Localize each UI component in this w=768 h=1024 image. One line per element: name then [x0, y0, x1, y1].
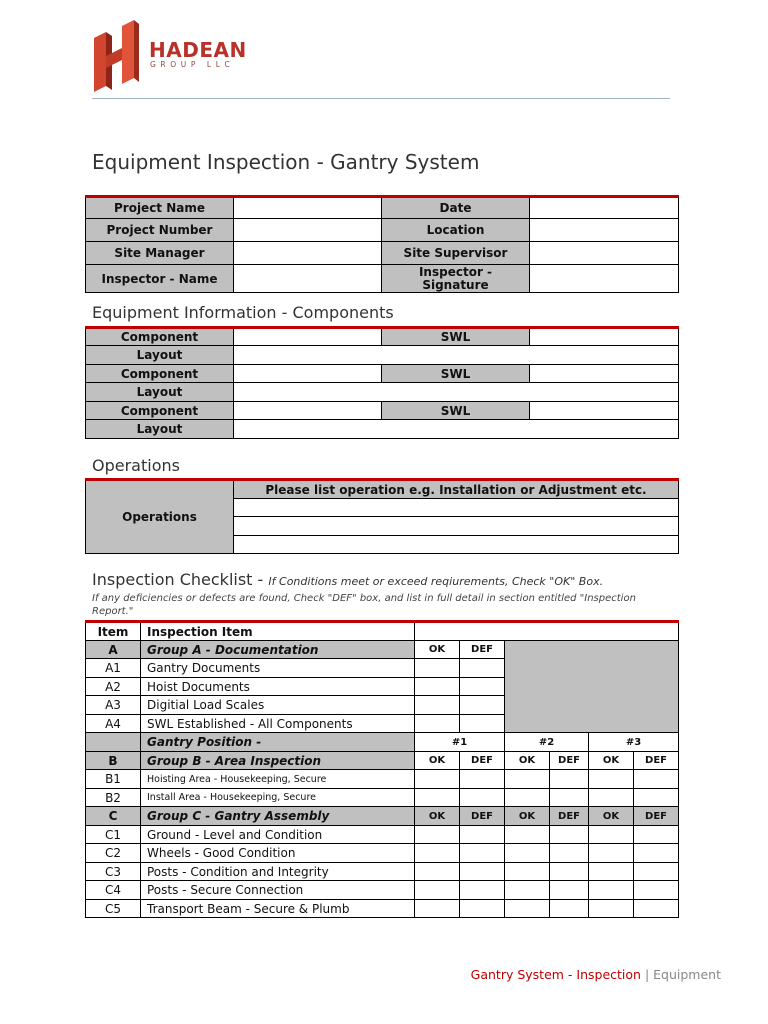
group-c-code: C: [86, 807, 141, 826]
ok-header: OK: [415, 641, 460, 659]
def-checkbox[interactable]: [634, 863, 679, 881]
inspector-name-field[interactable]: [234, 265, 382, 293]
def-checkbox[interactable]: [634, 770, 679, 789]
group-a-shaded-area: [505, 641, 679, 733]
item-label: Install Area - Housekeeping, Secure: [141, 789, 415, 807]
item-label: Gantry Documents: [141, 659, 415, 678]
ok-checkbox[interactable]: [505, 770, 550, 789]
project-info-table: [85, 195, 679, 293]
component-field[interactable]: [234, 402, 382, 420]
operation-line[interactable]: [234, 517, 679, 536]
item-label: Ground - Level and Condition: [141, 826, 415, 844]
ok-checkbox[interactable]: [505, 863, 550, 881]
ok-checkbox[interactable]: [415, 770, 460, 789]
layout-label: Layout: [86, 346, 234, 365]
operations-instruction: Please list operation e.g. Installation or Adjustment etc.: [234, 480, 679, 499]
ok-checkbox[interactable]: [589, 881, 634, 900]
ok-checkbox[interactable]: [415, 826, 460, 844]
ok-checkbox[interactable]: [415, 659, 460, 678]
company-logo: [92, 18, 252, 98]
item-label: Posts - Secure Connection: [141, 881, 415, 900]
footer-doc-title: Gantry System - Inspection: [470, 967, 641, 982]
position-3-header: #3: [589, 733, 679, 752]
ok-checkbox[interactable]: [589, 900, 634, 918]
swl-label: SWL: [382, 402, 530, 420]
def-checkbox[interactable]: [460, 659, 505, 678]
item-label: Posts - Condition and Integrity: [141, 863, 415, 881]
layout-label: Layout: [86, 420, 234, 439]
ok-checkbox[interactable]: [589, 770, 634, 789]
group-a-code: A: [86, 641, 141, 659]
hadean-h-logo-icon: [92, 18, 140, 96]
def-header: DEF: [550, 807, 589, 826]
col-header-inspection-item: Inspection Item: [141, 622, 415, 641]
ok-checkbox[interactable]: [505, 826, 550, 844]
def-checkbox[interactable]: [550, 900, 589, 918]
def-checkbox[interactable]: [634, 826, 679, 844]
checklist-note-def: If any deficiencies or defects are found, Check "DEF" box, and list in full detail in section entitled "Inspection Report.": [92, 593, 636, 617]
def-header: DEF: [460, 807, 505, 826]
ok-header: OK: [415, 807, 460, 826]
project-number-field[interactable]: [234, 219, 382, 242]
item-code: C3: [86, 863, 141, 881]
operations-table: [85, 478, 679, 554]
ok-header: OK: [589, 807, 634, 826]
component-label: Component: [86, 365, 234, 383]
def-checkbox[interactable]: [550, 863, 589, 881]
ok-checkbox[interactable]: [505, 844, 550, 863]
component-label: Component: [86, 328, 234, 346]
group-c-title: Group C - Gantry Assembly: [141, 807, 415, 826]
ok-checkbox[interactable]: [589, 844, 634, 863]
swl-field[interactable]: [530, 365, 679, 383]
def-checkbox[interactable]: [550, 789, 589, 807]
def-checkbox[interactable]: [460, 678, 505, 696]
component-label: Component: [86, 402, 234, 420]
brand-name: HADEAN: [149, 38, 247, 62]
swl-label: SWL: [382, 365, 530, 383]
date-field[interactable]: [530, 197, 679, 219]
ok-checkbox[interactable]: [415, 696, 460, 715]
gantry-position-label: Gantry Position -: [141, 733, 415, 752]
item-code: B1: [86, 770, 141, 789]
layout-field[interactable]: [234, 383, 679, 402]
label-site-supervisor: Site Supervisor: [382, 242, 530, 265]
item-label: Hoisting Area - Housekeeping, Secure: [141, 770, 415, 789]
operations-label: Operations: [86, 480, 234, 554]
component-field[interactable]: [234, 328, 382, 346]
ok-checkbox[interactable]: [415, 863, 460, 881]
equipment-heading: Equipment Information - Components: [92, 303, 394, 322]
label-site-manager: Site Manager: [86, 242, 234, 265]
checklist-note-ok: If Conditions meet or exceed reqiurements, Check "OK" Box.: [268, 575, 604, 588]
item-code: A3: [86, 696, 141, 715]
def-checkbox[interactable]: [550, 770, 589, 789]
project-name-field[interactable]: [234, 197, 382, 219]
gantry-position-code: [86, 733, 141, 752]
def-header: DEF: [460, 752, 505, 770]
group-b-title: Group B - Area Inspection: [141, 752, 415, 770]
site-manager-field[interactable]: [234, 242, 382, 265]
def-checkbox[interactable]: [460, 881, 505, 900]
item-label: Digitial Load Scales: [141, 696, 415, 715]
ok-checkbox[interactable]: [589, 863, 634, 881]
group-a-title: Group A - Documentation: [141, 641, 415, 659]
swl-field[interactable]: [530, 328, 679, 346]
swl-label: SWL: [382, 328, 530, 346]
def-checkbox[interactable]: [550, 826, 589, 844]
ok-checkbox[interactable]: [415, 900, 460, 918]
position-1-header: #1: [415, 733, 505, 752]
inspector-signature-field[interactable]: [530, 265, 679, 293]
def-checkbox[interactable]: [460, 715, 505, 733]
def-checkbox[interactable]: [634, 881, 679, 900]
label-inspector-name: Inspector - Name: [86, 265, 234, 293]
inspection-checklist-table: [85, 620, 679, 918]
component-field[interactable]: [234, 365, 382, 383]
ok-checkbox[interactable]: [505, 900, 550, 918]
page-footer: [471, 967, 721, 982]
group-b-code: B: [86, 752, 141, 770]
layout-field[interactable]: [234, 420, 679, 439]
item-code: C1: [86, 826, 141, 844]
ok-checkbox[interactable]: [415, 715, 460, 733]
def-header: DEF: [634, 752, 679, 770]
label-location: Location: [382, 219, 530, 242]
equipment-table: [85, 326, 679, 439]
footer-section: Equipment: [653, 967, 721, 982]
checklist-dash: -: [252, 570, 269, 589]
item-code: C2: [86, 844, 141, 863]
item-code: A1: [86, 659, 141, 678]
def-checkbox[interactable]: [634, 900, 679, 918]
item-label: Hoist Documents: [141, 678, 415, 696]
def-checkbox[interactable]: [460, 863, 505, 881]
ok-checkbox[interactable]: [589, 789, 634, 807]
def-checkbox[interactable]: [460, 770, 505, 789]
footer-separator: |: [640, 967, 654, 982]
ok-checkbox[interactable]: [415, 881, 460, 900]
ok-checkbox[interactable]: [415, 678, 460, 696]
item-label: Wheels - Good Condition: [141, 844, 415, 863]
label-project-name: Project Name: [86, 197, 234, 219]
brand-subtitle: GROUP LLC: [150, 60, 235, 69]
def-checkbox[interactable]: [550, 844, 589, 863]
def-checkbox[interactable]: [460, 789, 505, 807]
ok-header: OK: [415, 752, 460, 770]
ok-header: OK: [505, 807, 550, 826]
def-checkbox[interactable]: [460, 900, 505, 918]
ok-checkbox[interactable]: [505, 881, 550, 900]
operation-line[interactable]: [234, 499, 679, 517]
def-header: DEF: [550, 752, 589, 770]
ok-checkbox[interactable]: [415, 844, 460, 863]
label-date: Date: [382, 197, 530, 219]
item-label: Transport Beam - Secure & Plumb: [141, 900, 415, 918]
site-supervisor-field[interactable]: [530, 242, 679, 265]
item-code: A4: [86, 715, 141, 733]
col-header-blank: [415, 622, 679, 641]
ok-checkbox[interactable]: [505, 789, 550, 807]
def-checkbox[interactable]: [634, 844, 679, 863]
page-title: Equipment Inspection - Gantry System: [92, 150, 480, 174]
label-project-number: Project Number: [86, 219, 234, 242]
label-inspector-signature: Inspector - Signature: [382, 265, 530, 293]
swl-field[interactable]: [530, 402, 679, 420]
def-checkbox[interactable]: [460, 826, 505, 844]
item-code: C5: [86, 900, 141, 918]
def-header: DEF: [634, 807, 679, 826]
def-checkbox[interactable]: [550, 881, 589, 900]
operation-line[interactable]: [234, 536, 679, 554]
layout-label: Layout: [86, 383, 234, 402]
ok-header: OK: [505, 752, 550, 770]
col-header-item: Item: [86, 622, 141, 641]
location-field[interactable]: [530, 219, 679, 242]
def-checkbox[interactable]: [634, 789, 679, 807]
def-checkbox[interactable]: [460, 696, 505, 715]
item-code: B2: [86, 789, 141, 807]
ok-checkbox[interactable]: [415, 789, 460, 807]
header-divider: [92, 98, 670, 99]
position-2-header: #2: [505, 733, 589, 752]
def-header: DEF: [460, 641, 505, 659]
item-label: SWL Established - All Components: [141, 715, 415, 733]
ok-checkbox[interactable]: [589, 826, 634, 844]
item-code: A2: [86, 678, 141, 696]
def-checkbox[interactable]: [460, 844, 505, 863]
checklist-heading: [92, 570, 603, 589]
checklist-title: Inspection Checklist: [92, 570, 253, 589]
layout-field[interactable]: [234, 346, 679, 365]
operations-heading: Operations: [92, 456, 180, 475]
ok-header: OK: [589, 752, 634, 770]
item-code: C4: [86, 881, 141, 900]
